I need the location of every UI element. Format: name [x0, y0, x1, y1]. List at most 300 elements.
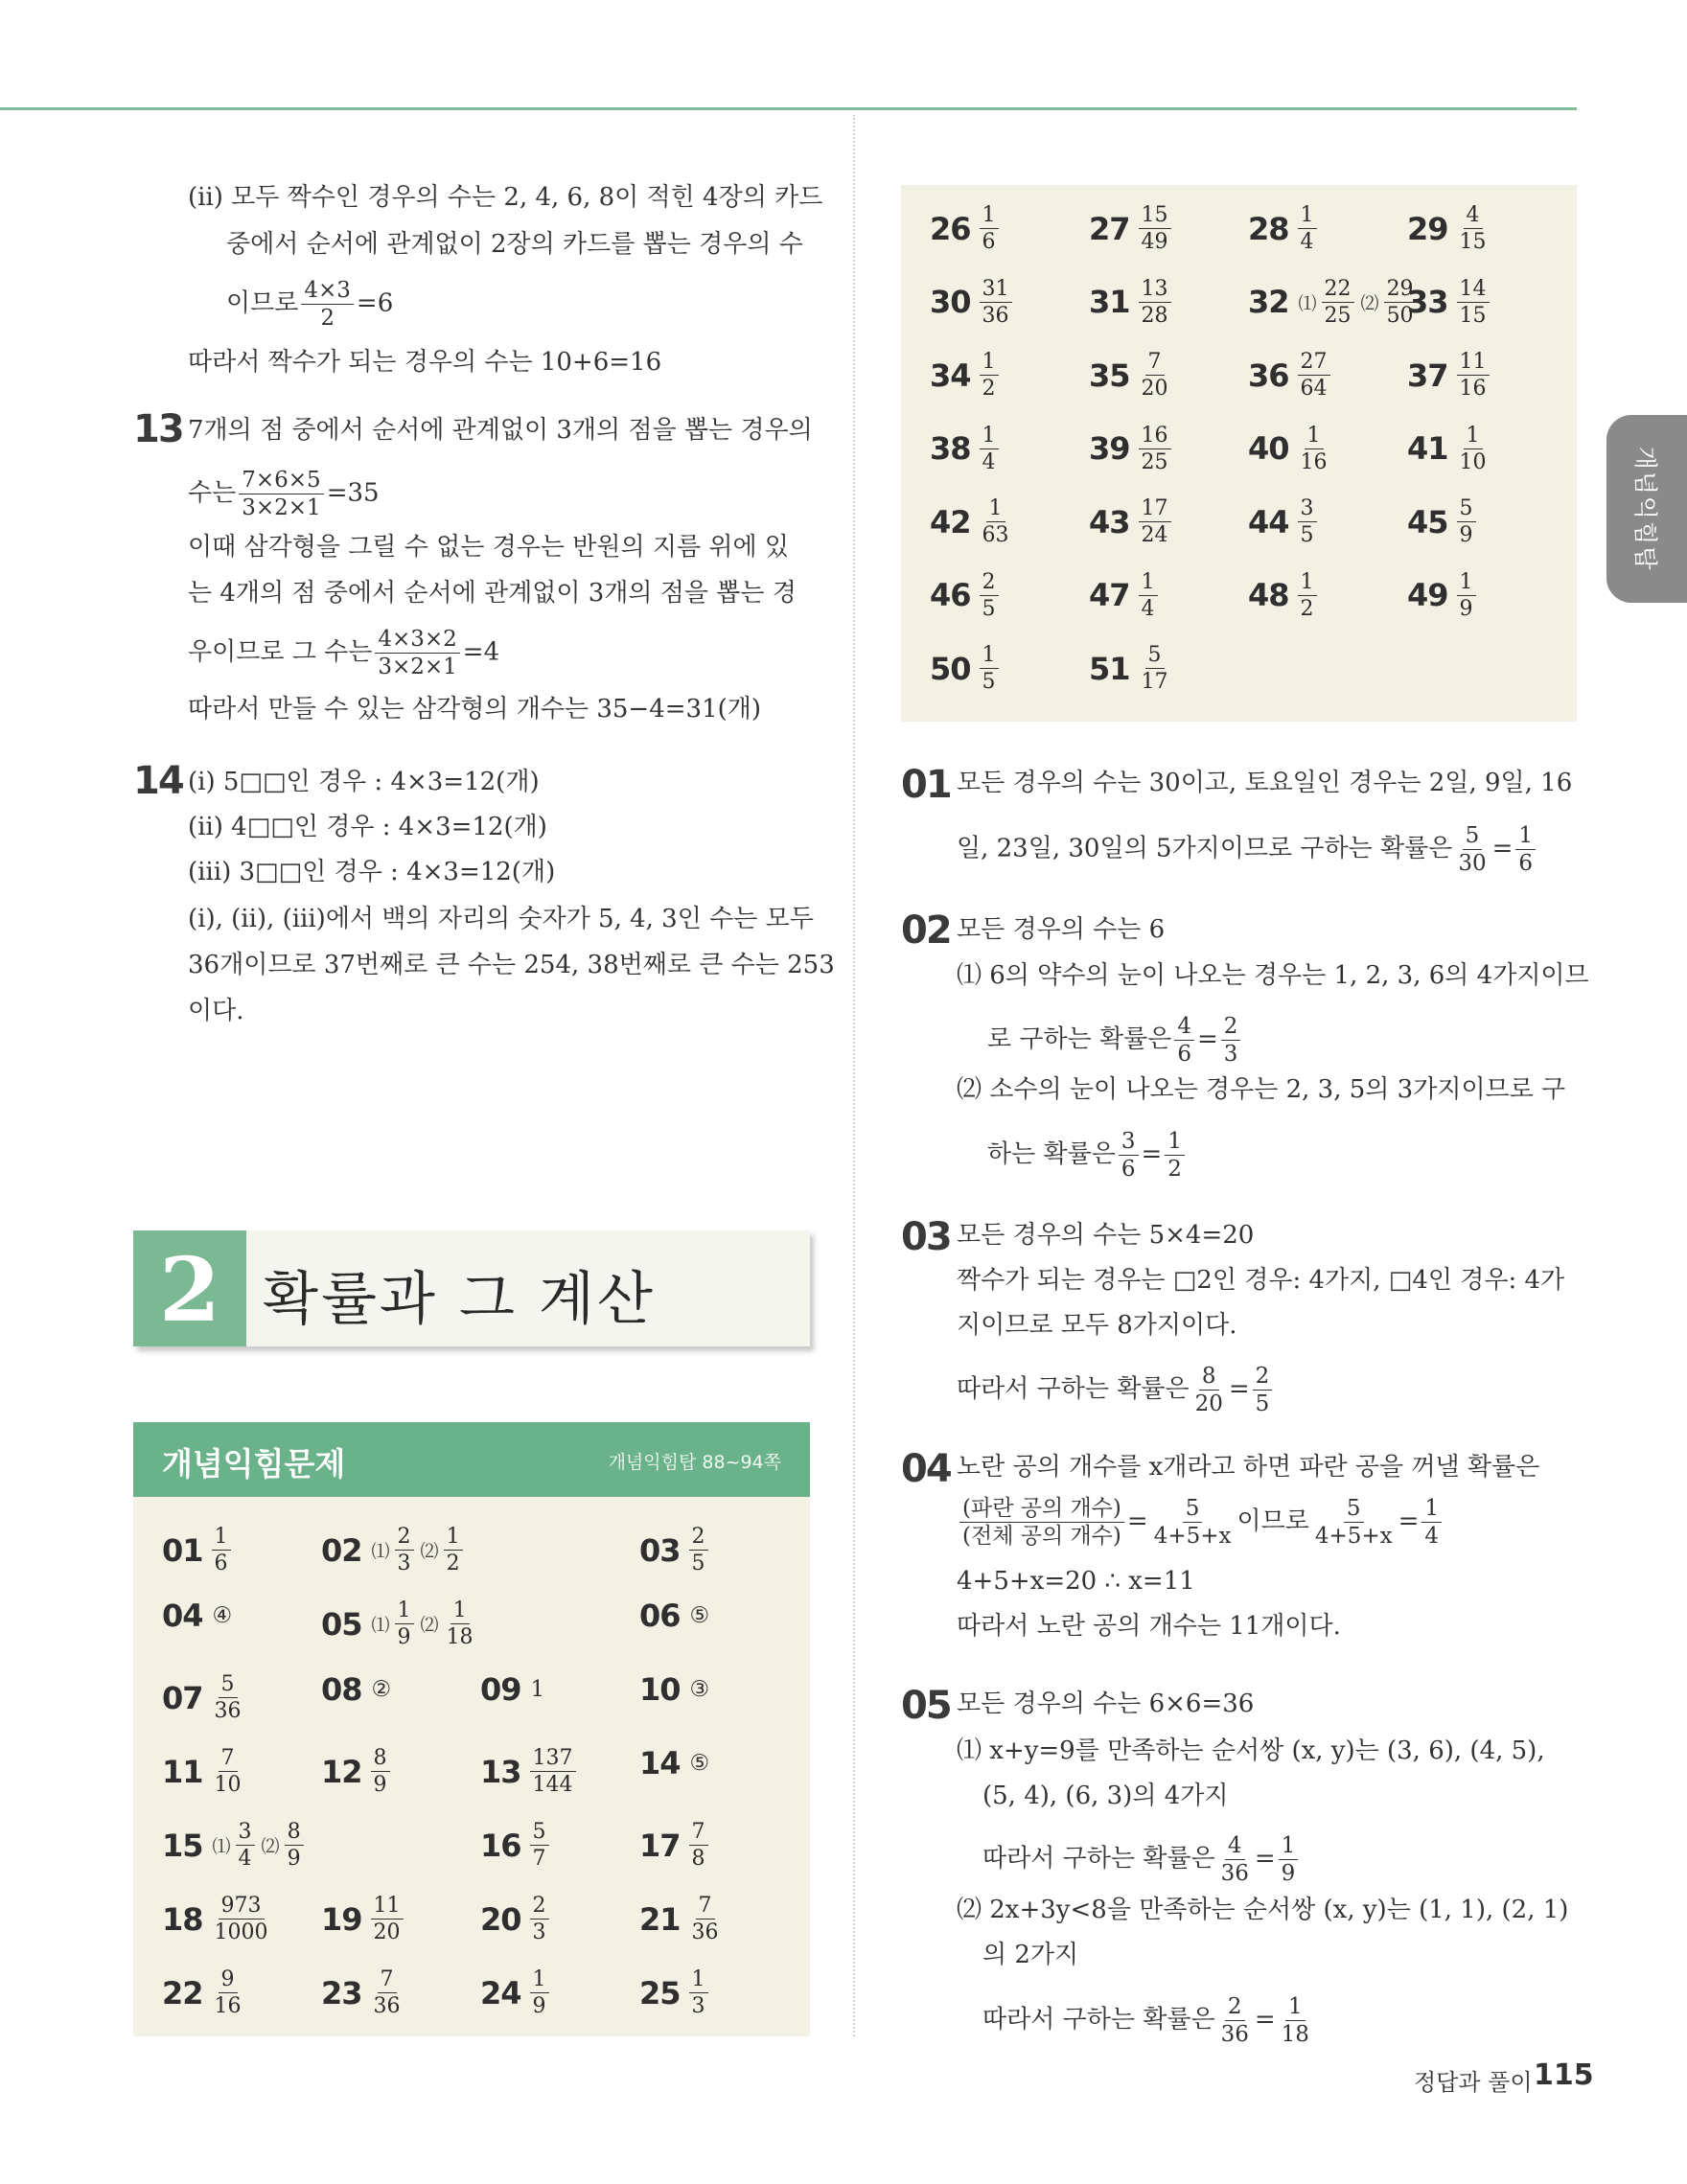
denominator: 64 [1300, 377, 1328, 401]
fraction: $\frac{4\times 3\times 2}{3\times 2\times 1}$ [375, 626, 459, 680]
s05-line7: 따라서 구하는 확률은 $\frac{2}{36}$ = $\frac{1}{18}$ [982, 1993, 1315, 2048]
answer-number: 17 [639, 1827, 681, 1864]
numerator: 11 [371, 1893, 404, 1920]
answer-cell [321, 1966, 406, 2019]
answer-number: 27 [1089, 210, 1130, 247]
fraction: $\frac{1}{6}$ [1515, 822, 1536, 877]
s03-line3: 지이므로 모두 8가지이다. [957, 1311, 1237, 1340]
answer-cell [639, 1671, 709, 1708]
numerator: 7 [219, 1745, 238, 1772]
numerator: 4 [1464, 202, 1483, 229]
denominator: 10 [214, 1773, 242, 1797]
answer-fraction [1298, 423, 1330, 475]
numerator: 1 [444, 1524, 463, 1551]
footer-label: 정답과 풀이 [1414, 2069, 1533, 2096]
s02-line2: ⑴ 6의 약수의 눈이 나오는 경우는 1, 2, 3, 6의 4가지이므 [957, 961, 1589, 990]
fraction: $\frac{1}{9}$ [1279, 1832, 1299, 1887]
answer-number: 01 [162, 1531, 203, 1569]
answer-number: 30 [930, 284, 971, 320]
denominator: 24 [1141, 523, 1168, 547]
denominator: 9 [397, 1625, 411, 1649]
denominator: 3 [532, 1920, 546, 1944]
answer-fraction [371, 1966, 404, 2019]
s02-line1: 모든 경우의 수는 6 [957, 915, 1166, 944]
answer-fraction [285, 1819, 304, 1872]
numerator: 17 [1139, 495, 1171, 522]
fraction: $\frac{5}{4+5+x}$ [1314, 1496, 1393, 1549]
subpart-marker: ⑵ [261, 1836, 280, 1857]
answer-number: 28 [1248, 210, 1289, 247]
section-header [133, 1230, 810, 1346]
answer-fraction [980, 202, 999, 255]
answer-fraction [1139, 423, 1171, 475]
answer-cell [162, 1819, 307, 1872]
answer-number: 20 [480, 1900, 521, 1938]
denominator: 50 [1386, 303, 1414, 328]
numerator: 7 [1145, 349, 1165, 376]
subpart-marker: ⑵ [420, 1615, 439, 1636]
s05-line2: ⑴ x+y=9를 만족하는 순서쌍 (x, y)는 (3, 6), (4, 5), [957, 1736, 1545, 1765]
denominator: 49 [1141, 230, 1168, 254]
answer-cell [321, 1598, 479, 1650]
answer-cell [639, 1893, 725, 1945]
answer-number: 36 [1248, 356, 1289, 394]
s02-line3: 로 구하는 확률은 $\frac{4}{6}$ = $\frac{2}{3}$ [987, 1013, 1243, 1068]
numerator: 1 [980, 423, 999, 449]
answer-number: 45 [1407, 503, 1448, 540]
answer-number: 14 [639, 1745, 681, 1782]
answer-number: 16 [480, 1827, 521, 1864]
numerator: 2 [530, 1893, 549, 1920]
p13-line3: 이때 삼각형을 그릴 수 없는 경우는 반원의 지름 위에 있 [188, 533, 789, 562]
p12-line2: 중에서 순서에 관계없이 2장의 카드를 뽑는 경우의 수 [226, 230, 803, 259]
denominator: 6 [214, 1552, 228, 1575]
denominator: 4 [1141, 596, 1155, 621]
answer-cell [1407, 423, 1492, 475]
s04-line4: 따라서 노란 공의 개수는 11개이다. [957, 1612, 1341, 1641]
answer-fraction [236, 1819, 255, 1872]
fraction: $\frac{1}{4}$ [1421, 1495, 1442, 1550]
answer-cell [480, 1966, 552, 2019]
answer-number: 19 [321, 1900, 362, 1938]
answer-fraction [1457, 495, 1476, 548]
answer-cell [162, 1598, 232, 1634]
answer-number: 47 [1089, 577, 1130, 613]
answer-cell [162, 1893, 274, 1945]
problem-number: 03 [901, 1215, 951, 1259]
subpart-marker: ⑴ [371, 1541, 390, 1562]
denominator: 7 [532, 1847, 546, 1871]
answer-cell [321, 1524, 466, 1576]
s05-line5: ⑵ 2x+3y<8을 만족하는 순서쌍 (x, y)는 (1, 1), (2, 1) [957, 1896, 1569, 1924]
section-number-box [133, 1230, 246, 1346]
answer-fraction [689, 1819, 708, 1872]
answer-cell [930, 202, 1002, 255]
answer-cell [1248, 276, 1420, 329]
answer-fraction [689, 1524, 708, 1576]
denominator: 4 [1300, 230, 1314, 254]
denominator: 1000 [214, 1920, 268, 1944]
problem-number: 04 [901, 1447, 951, 1491]
fraction: $\frac{2}{5}$ [1253, 1363, 1273, 1417]
answer-cell [1407, 202, 1492, 255]
answer-fraction [444, 1598, 476, 1650]
denominator: 18 [446, 1625, 474, 1649]
answer-number: 11 [162, 1753, 203, 1790]
answer-fraction [1298, 569, 1317, 622]
numerator: 1 [1298, 202, 1317, 229]
fraction: $\frac{4}{6}$ [1174, 1013, 1194, 1068]
fraction: $\frac{5}{4+5+x}$ [1153, 1496, 1232, 1549]
answer-cell [639, 1745, 709, 1782]
answer-number: 18 [162, 1900, 203, 1938]
p14-line3: (ⅲ) 3□□인 경우 : 4×3=12(개) [188, 858, 556, 886]
answer-cell [639, 1966, 711, 2019]
s05-line3: (5, 4), (6, 3)의 4가지 [982, 1782, 1229, 1810]
answer-value: ③ [689, 1677, 710, 1702]
answer-fraction [1457, 349, 1490, 402]
answer-value: ⑤ [689, 1603, 710, 1628]
answer-value: ④ [212, 1603, 233, 1628]
answer-cell [162, 1745, 247, 1798]
answer-cell [480, 1745, 579, 1798]
answer-fraction [212, 1893, 271, 1945]
answer-fraction [980, 423, 999, 475]
answer-cell [1248, 349, 1333, 402]
answer-grid-left [133, 1497, 810, 2036]
denominator: 16 [1459, 377, 1487, 401]
column-divider [853, 115, 855, 2036]
numerator: 16 [1139, 423, 1171, 449]
fraction: $\frac{2}{36}$ [1220, 1994, 1249, 2047]
numerator: 1 [1464, 423, 1483, 449]
answer-number: 39 [1089, 430, 1130, 467]
denominator: 25 [1324, 303, 1352, 328]
numerator: 29 [1384, 276, 1417, 303]
problem-number: 14 [133, 759, 183, 803]
fraction: $\frac{3}{6}$ [1119, 1128, 1139, 1183]
answer-cell [321, 1671, 391, 1708]
answer-number: 31 [1089, 284, 1130, 320]
answer-fraction [1298, 495, 1317, 548]
denominator: 6 [982, 230, 996, 254]
numerator: 31 [980, 276, 1012, 303]
answer-fraction [212, 1966, 244, 2019]
top-rule [0, 107, 1577, 110]
s05-line1: 모든 경우의 수는 6×6=36 [957, 1690, 1255, 1718]
answer-fraction [1139, 495, 1171, 548]
page-number: 115 [1534, 2058, 1594, 2092]
answer-number: 02 [321, 1531, 362, 1569]
s03-line1: 모든 경우의 수는 5×4=20 [957, 1221, 1255, 1250]
s04-line3: 4+5+x=20 ∴ x=11 [957, 1567, 1195, 1596]
section-title: 확률과 그 계산 [263, 1266, 656, 1333]
denominator: 3 [397, 1552, 411, 1575]
section-number: 2 [158, 1238, 220, 1342]
answer-cell [930, 642, 1002, 695]
p13-line6: 따라서 만들 수 있는 삼각형의 개수는 35−4=31(개) [188, 695, 762, 724]
answer-number: 37 [1407, 356, 1448, 394]
answer-value: 1 [530, 1677, 545, 1702]
answer-cell [930, 495, 1015, 548]
problem-number: 05 [901, 1684, 951, 1728]
numerator: 1 [689, 1966, 708, 1993]
subpart-marker: ⑴ [212, 1836, 231, 1857]
answer-fraction [530, 1819, 549, 1872]
denominator: 36 [982, 303, 1009, 328]
answer-number: 38 [930, 430, 971, 467]
answer-fraction [980, 642, 999, 695]
answer-number: 15 [162, 1827, 203, 1864]
s03-line2: 짝수가 되는 경우는 □2인 경우: 4가지, □4인 경우: 4가 [957, 1266, 1565, 1295]
answer-fraction [1298, 202, 1317, 255]
numerator: 1 [980, 349, 999, 376]
answer-cell [1089, 276, 1174, 329]
denominator: 2 [446, 1552, 460, 1575]
answer-fraction [1457, 423, 1490, 475]
answer-fraction [530, 1966, 549, 2019]
problem-number: 02 [901, 908, 951, 953]
fraction: $\frac{4}{36}$ [1220, 1833, 1249, 1886]
denominator: 3 [691, 1994, 705, 2018]
numerator: 7 [378, 1966, 397, 1993]
answer-number: 29 [1407, 210, 1448, 247]
s01-line2: 일, 23일, 30일의 5가지이므로 구하는 확률은 $\frac{5}{30}$ = $\frac{1}{6}$ [957, 822, 1538, 877]
answer-number: 21 [639, 1900, 681, 1938]
denominator: 9 [532, 1994, 546, 2018]
numerator: 22 [1322, 276, 1354, 303]
answer-fraction [1139, 276, 1171, 329]
p13-line4: 는 4개의 점 중에서 순서에 관계없이 3개의 점을 뽑는 경 [188, 579, 797, 608]
numerator: 14 [1457, 276, 1490, 303]
denominator: 17 [1141, 670, 1168, 694]
answer-cell [1407, 569, 1479, 622]
numerator: 7 [696, 1893, 715, 1920]
s02-line4: ⑵ 소수의 눈이 나오는 경우는 2, 3, 5의 3가지이므로 구 [957, 1075, 1566, 1104]
answer-cell [1089, 569, 1161, 622]
answer-fraction [371, 1893, 404, 1945]
answer-fraction [980, 495, 1012, 548]
answer-fraction [1139, 569, 1158, 622]
numerator: 15 [1139, 202, 1171, 229]
answer-fraction [371, 1745, 390, 1798]
answer-value: ② [371, 1677, 392, 1702]
numerator: 1 [395, 1598, 414, 1624]
answer-fraction [689, 1966, 708, 2019]
answers-title: 개념익힘문제 [162, 1445, 346, 1483]
answer-number: 40 [1248, 430, 1289, 467]
answer-cell [1089, 495, 1174, 548]
subpart-marker: ⑴ [371, 1615, 390, 1636]
fraction: $\frac{1}{2}$ [1165, 1128, 1185, 1183]
numerator: 5 [1457, 495, 1476, 522]
answer-cell [1407, 349, 1492, 402]
numerator: 2 [689, 1524, 708, 1551]
numerator: 13 [1139, 276, 1171, 303]
answer-cell [1089, 642, 1174, 695]
answer-number: 05 [321, 1605, 362, 1643]
subpart-marker: ⑵ [420, 1541, 439, 1562]
answer-fraction [212, 1671, 244, 1724]
denominator: 63 [982, 523, 1009, 547]
numerator: 137 [530, 1745, 576, 1772]
answer-cell [930, 569, 1002, 622]
answer-number: 46 [930, 577, 971, 613]
denominator: 9 [373, 1773, 387, 1797]
answer-cell [480, 1671, 544, 1708]
answer-number: 42 [930, 503, 971, 540]
answer-cell [1089, 202, 1174, 255]
answer-cell [639, 1524, 711, 1576]
answer-cell [321, 1893, 406, 1945]
answer-fraction [1298, 349, 1330, 402]
p13-line1: 7개의 점 중에서 순서에 관계없이 3개의 점을 뽑는 경우의 [188, 416, 813, 445]
denominator: 10 [1459, 449, 1487, 474]
denominator: 9 [287, 1847, 301, 1871]
denominator: 5 [982, 596, 996, 621]
answer-number: 25 [639, 1974, 681, 2012]
s05-line6: 의 2가지 [982, 1941, 1079, 1969]
answer-number: 03 [639, 1531, 681, 1569]
answer-number: 33 [1407, 284, 1448, 320]
s03-line4: 따라서 구하는 확률은 $\frac{8}{20}$ = $\frac{2}{5}$ [957, 1363, 1275, 1417]
denominator: 5 [982, 670, 996, 694]
answer-fraction [1139, 642, 1171, 695]
numerator: 5 [530, 1819, 549, 1846]
p13-line2: 수는 $\frac{7\times 6\times 5}{3\times 2\times 1}$ =35 [188, 468, 380, 520]
fraction: $\frac{2}{3}$ [1221, 1013, 1241, 1068]
answer-grid-right [901, 185, 1577, 722]
answer-fraction [212, 1745, 244, 1798]
numerator: 1 [1457, 569, 1476, 596]
numerator: 5 [1145, 642, 1165, 669]
fraction: $\frac{\text{(파란 공의 개수)}}{\text{(전체 공의 개수)}}$ [959, 1495, 1124, 1550]
answer-number: 23 [321, 1974, 362, 2012]
denominator: 2 [982, 377, 996, 401]
denominator: 36 [691, 1920, 719, 1944]
numerator: 8 [371, 1745, 390, 1772]
answer-fraction [395, 1524, 414, 1576]
answer-number: 12 [321, 1753, 362, 1790]
p14-line6: 이다. [188, 997, 244, 1025]
answer-cell [162, 1966, 247, 2019]
problem-number: 13 [133, 407, 183, 451]
p14-line4: (ⅰ), (ⅱ), (ⅲ)에서 백의 자리의 숫자가 5, 4, 3인 수는 모두 [188, 905, 814, 933]
answer-number: 34 [930, 356, 971, 394]
p12-line3: 이므로 $\frac{4\times 3}{2}$ =6 [226, 278, 394, 331]
s04-line2: $\frac{\text{(파란 공의 개수)}}{\text{(전체 공의 개수)}}$ = $\frac{5}{4+5+x}$ 이므로 $\frac{5}{4+5+x}$ = $\frac{1}{4}$ [957, 1495, 1444, 1550]
s04-line1: 노란 공의 개수를 x개라고 하면 파란 공을 꺼낼 확률은 [957, 1453, 1540, 1482]
answer-cell [930, 349, 1002, 402]
answer-cell [1248, 569, 1320, 622]
answer-fraction [444, 1524, 463, 1576]
denominator: 28 [1141, 303, 1168, 328]
s05-line4: 따라서 구하는 확률은 $\frac{4}{36}$ = $\frac{1}{9}$ [982, 1832, 1301, 1887]
answer-number: 08 [321, 1671, 362, 1708]
answer-cell [480, 1819, 552, 1872]
answer-cell [162, 1671, 247, 1724]
answer-cell [1089, 423, 1174, 475]
numerator: 2 [395, 1524, 414, 1551]
answer-fraction [980, 276, 1012, 329]
numerator: 973 [219, 1893, 265, 1920]
numerator: 2 [980, 569, 999, 596]
p13-line5: 우이므로 그 수는 $\frac{4\times 3\times 2}{3\times 2\times 1}$ =4 [188, 627, 500, 679]
answer-fraction [1322, 276, 1354, 329]
numerator: 3 [1298, 495, 1317, 522]
denominator: 16 [1300, 449, 1328, 474]
numerator: 1 [530, 1966, 549, 1993]
answer-value: ⑤ [689, 1751, 710, 1776]
numerator: 5 [219, 1671, 238, 1698]
denominator: 16 [214, 1994, 242, 2018]
denominator: 2 [1300, 596, 1314, 621]
p14-line5: 36개이므로 37번째로 큰 수는 254, 38번째로 큰 수는 253 [188, 951, 835, 979]
answer-fraction [530, 1745, 576, 1798]
answer-number: 50 [930, 650, 971, 687]
answer-number: 44 [1248, 503, 1289, 540]
answer-number: 09 [480, 1671, 521, 1708]
numerator: 1 [451, 1598, 470, 1624]
answer-cell [639, 1598, 709, 1634]
answer-number: 26 [930, 210, 971, 247]
answers-reference: 개념익힘탑 88~94쪽 [608, 1452, 781, 1473]
answer-number: 10 [639, 1671, 681, 1708]
answer-fraction [1457, 276, 1490, 329]
answer-number: 49 [1407, 577, 1448, 613]
answer-number: 51 [1089, 650, 1130, 687]
subpart-marker: ⑵ [1360, 292, 1379, 314]
s02-line5: 하는 확률은 $\frac{3}{6}$ = $\frac{1}{2}$ [987, 1128, 1188, 1183]
answer-cell [480, 1893, 552, 1945]
denominator: 15 [1459, 303, 1487, 328]
side-tab [1606, 415, 1687, 603]
answer-fraction [980, 569, 999, 622]
answer-fraction [530, 1893, 549, 1945]
numerator: 7 [689, 1819, 708, 1846]
fraction: $\frac{1}{18}$ [1281, 1994, 1309, 2047]
answer-cell [162, 1524, 234, 1576]
answers-header [133, 1422, 810, 1497]
fraction: $\frac{5}{30}$ [1458, 823, 1487, 876]
answer-cell [1089, 349, 1174, 402]
answer-number: 41 [1407, 430, 1448, 467]
denominator: 5 [1300, 523, 1314, 547]
answer-fraction [980, 349, 999, 402]
denominator: 36 [373, 1994, 401, 2018]
denominator: 8 [691, 1847, 705, 1871]
denominator: 20 [373, 1920, 401, 1944]
p14-line2: (ⅱ) 4□□인 경우 : 4×3=12(개) [188, 813, 547, 841]
answer-fraction [395, 1598, 414, 1650]
denominator: 15 [1459, 230, 1487, 254]
denominator: 9 [1459, 596, 1473, 621]
denominator: 4 [238, 1847, 252, 1871]
p14-line1: (ⅰ) 5□□인 경우 : 4×3=12(개) [188, 768, 540, 796]
answer-number: 22 [162, 1974, 203, 2012]
answer-number: 13 [480, 1753, 521, 1790]
fraction: $\frac{7\times 6\times 5}{3\times 2\times 1}$ [239, 467, 323, 521]
p12-line1: (ⅱ) 모두 짝수인 경우의 수는 2, 4, 6, 8이 적힌 4장의 카드 [188, 183, 823, 212]
answer-fraction [212, 1524, 231, 1576]
answer-cell [1407, 276, 1492, 329]
numerator: 1 [212, 1524, 231, 1551]
answer-number: 32 [1248, 284, 1289, 320]
numerator: 27 [1298, 349, 1330, 376]
side-tab-label: 개념익힘탑 [1631, 446, 1659, 572]
numerator: 1 [1139, 569, 1158, 596]
answer-cell [321, 1745, 393, 1798]
